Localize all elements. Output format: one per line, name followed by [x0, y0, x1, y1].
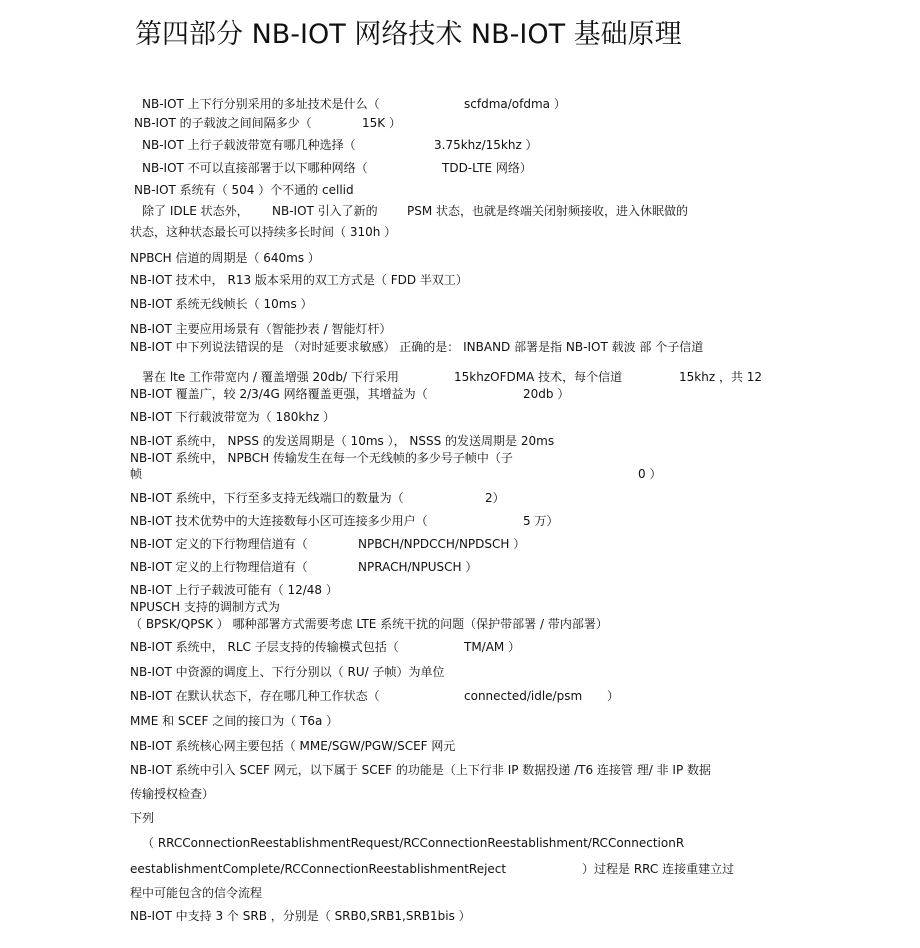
line-24: NPUSCH 支持的调制方式为	[130, 600, 280, 614]
line-28c: ）	[607, 689, 620, 703]
line-6c: PSM 状态，也就是终端关闭射频接收，进入休眠做的	[407, 204, 689, 218]
line-1a: NB-IOT 上下行分别采用的多址技术是什么（	[142, 97, 380, 111]
line-19a: NB-IOT 系统中，下行至多支持无线端口的数量为（	[130, 491, 404, 505]
line-1b: scfdma/ofdma ）	[464, 97, 566, 111]
page-title: 第四部分 NB-IOT 网络技术 NB-IOT 基础原理	[135, 19, 682, 50]
line-22b: NPRACH/NPUSCH ）	[358, 560, 478, 574]
line-12: NB-IOT 中下列说法错误的是 （对时延要求敏感） 正确的是： INBAND 部署是指 NB-IOT 载波 部 个子信道	[130, 340, 704, 354]
line-22a: NB-IOT 定义的上行物理信道有（	[130, 560, 308, 574]
line-13c: 15khz ，共 12	[679, 370, 763, 384]
line-17: NB-IOT 系统中， NPBCH 传输发生在每一个无线帧的多少号子帧中（子	[130, 451, 513, 465]
line-13a: 署在 lte 工作带宽内 / 覆盖增强 20db/ 下行采用	[142, 370, 399, 384]
line-34: （ RRCConnectionReestablishmentRequest/RCConnectionReestablishment/RCConnectionR	[142, 836, 685, 850]
line-21b: NPBCH/NPDCCH/NPDSCH ）	[358, 537, 526, 551]
line-19b: 2）	[485, 491, 505, 505]
line-14a: NB-IOT 覆盖广，较 2/3/4G 网络覆盖更强，其增益为（	[130, 387, 428, 401]
line-33: 下列	[130, 811, 155, 825]
line-26a: NB-IOT 系统中， RLC 子层支持的传输模式包括（	[130, 640, 399, 654]
line-8: NPBCH 信道的周期是（ 640ms ）	[130, 251, 320, 265]
line-28a: NB-IOT 在默认状态下，存在哪几种工作状态（	[130, 689, 380, 703]
line-20b: 5 万）	[523, 514, 559, 528]
line-3a: NB-IOT 上行子载波带宽有哪几种选择（	[142, 138, 356, 152]
line-10: NB-IOT 系统无线帧长（ 10ms ）	[130, 297, 313, 311]
line-20a: NB-IOT 技术优势中的大连接数每小区可连接多少用户（	[130, 514, 428, 528]
line-27: NB-IOT 中资源的调度上、下行分别以（ RU/ 子帧）为单位	[130, 665, 445, 679]
line-21a: NB-IOT 定义的下行物理信道有（	[130, 537, 308, 551]
line-35b: ）过程是 RRC 连接重建立过	[582, 862, 735, 876]
line-5: NB-IOT 系统有（ 504 ）个不通的 cellid	[134, 183, 354, 197]
line-37: NB-IOT 中支持 3 个 SRB ，分别是（ SRB0,SRB1,SRB1bis ）	[130, 909, 471, 923]
line-32: 传输授权检查）	[130, 787, 215, 801]
line-14b: 20db ）	[523, 387, 570, 401]
line-29: MME 和 SCEF 之间的接口为（ T6a ）	[130, 714, 339, 728]
line-9: NB-IOT 技术中， R13 版本采用的双工方式是（ FDD 半双工）	[130, 273, 468, 287]
line-26b: TM/AM ）	[464, 640, 521, 654]
line-15: NB-IOT 下行载波带宽为（ 180khz ）	[130, 410, 336, 424]
line-6b: NB-IOT 引入了新的	[272, 204, 378, 218]
line-7: 状态，这种状态最长可以持续多长时间（ 310h ）	[130, 225, 397, 239]
line-4a: NB-IOT 不可以直接部署于以下哪种网络（	[142, 161, 368, 175]
line-3b: 3.75khz/15khz ）	[434, 138, 538, 152]
line-2a: NB-IOT 的子载波之间间隔多少（	[134, 116, 312, 130]
line-6a: 除了 IDLE 状态外，	[142, 204, 249, 218]
line-16: NB-IOT 系统中， NPSS 的发送周期是（ 10ms ）， NSSS 的发送周期是 20ms	[130, 434, 555, 448]
line-30: NB-IOT 系统核心网主要包括（ MME/SGW/PGW/SCEF 网元	[130, 739, 456, 753]
line-25: （ BPSK/QPSK ） 哪种部署方式需要考虑 LTE 系统干扰的问题（保护带部署 / 带内部署）	[130, 617, 608, 631]
line-23: NB-IOT 上行子载波可能有（ 12/48 ）	[130, 583, 338, 597]
line-28b: connected/idle/psm	[464, 689, 583, 703]
line-18b: 0 ）	[638, 467, 662, 481]
line-31: NB-IOT 系统中引入 SCEF 网元，以下属于 SCEF 的功能是（上下行非 IP 数据投递 /T6 连接管 理/ 非 IP 数据	[130, 763, 712, 777]
line-13b: 15khzOFDMA 技术，每个信道	[454, 370, 623, 384]
line-2b: 15K ）	[362, 116, 401, 130]
line-36: 程中可能包含的信令流程	[130, 886, 263, 900]
line-35a: eestablishmentComplete/RCConnectionReestablishmentReject	[130, 862, 507, 876]
line-4b: TDD-LTE 网络）	[442, 161, 532, 175]
line-11: NB-IOT 主要应用场景有（智能抄表 / 智能灯杆）	[130, 322, 392, 336]
line-18a: 帧	[130, 467, 143, 481]
